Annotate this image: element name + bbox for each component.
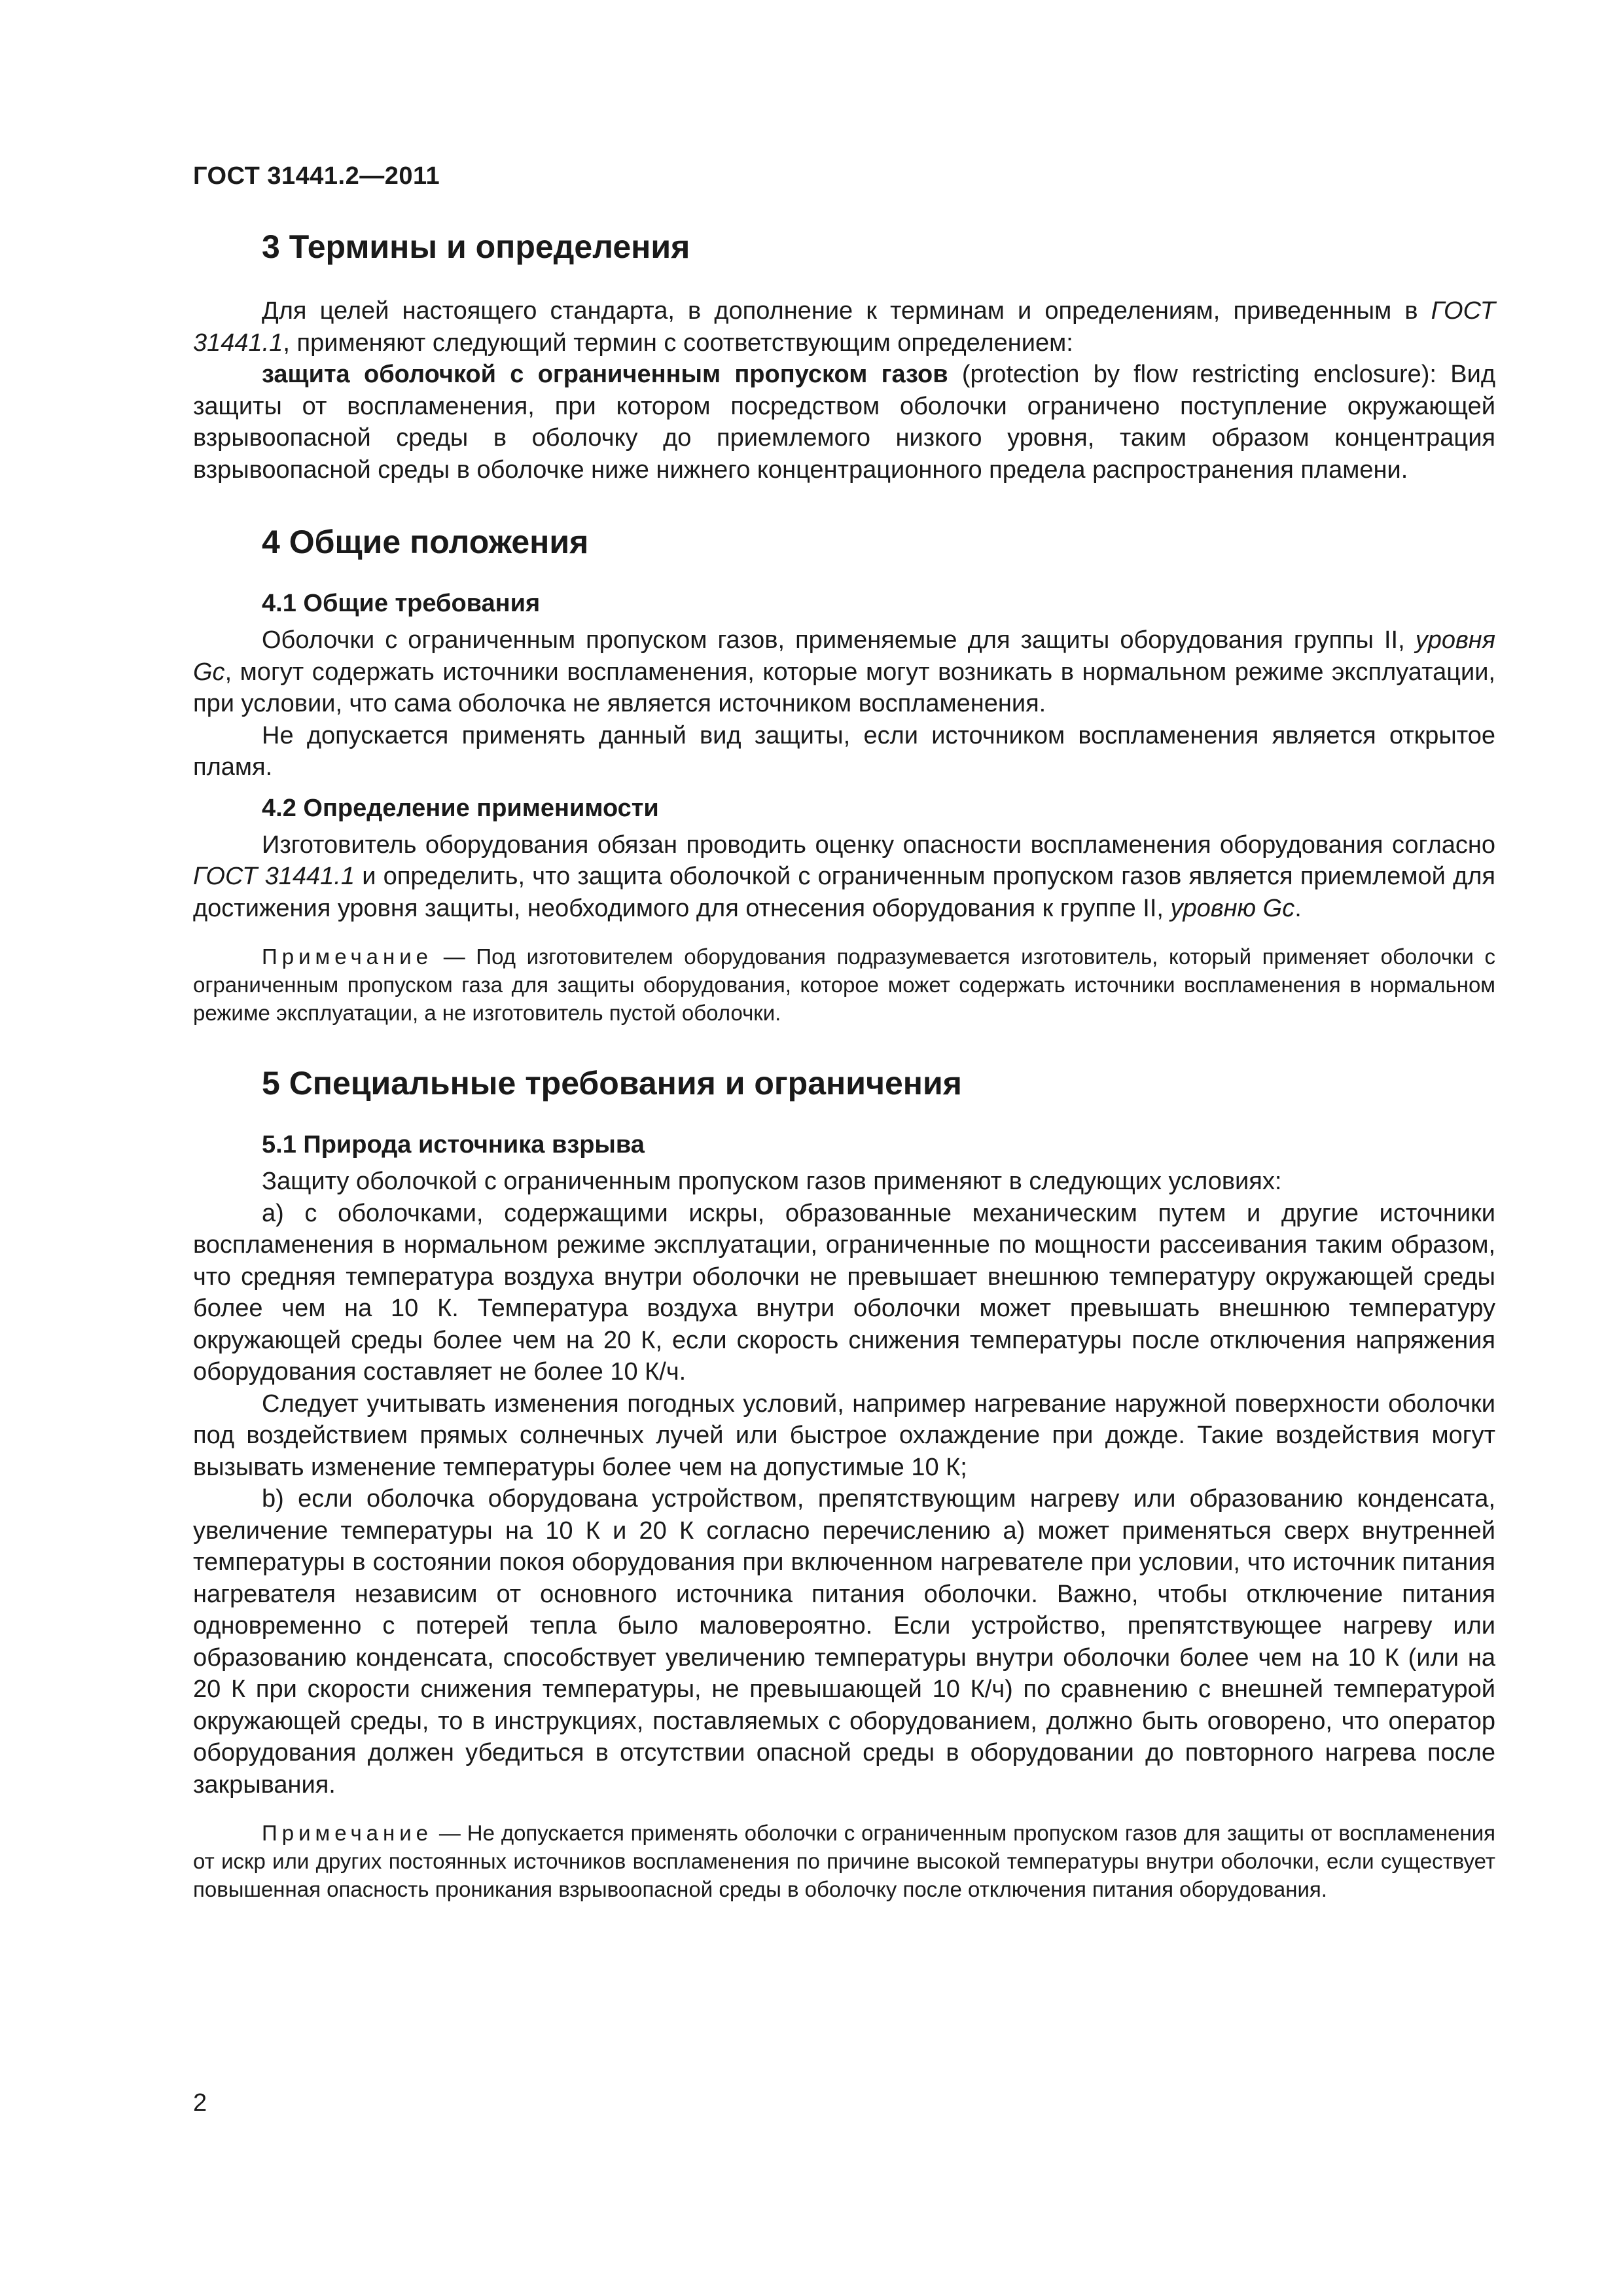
subsection-5-1-heading: 5.1 Природа источника взрыва <box>262 1131 645 1158</box>
list-item-a: a) с оболочками, содержащими искры, образованные механическим путем и другие источники воспламенения в нормальном режиме эксплуатации, ограниченные по мощности рассеивания таким образом, что средняя температура воздуха внутри оболочки не превышает внешнюю температуру окружающей среды более чем на 10 К. Температура воздуха внутри оболочки может превышать внешнюю температуру окружающей среды более чем на 20 К, если скорость снижения температуры после отключения напряжения оборудования составляет не более 10 К/ч. <box>193 1199 1495 1386</box>
term-definition <box>193 359 1495 486</box>
standard-reference: ГОСТ 31441.1 <box>193 863 355 890</box>
term-definition-text: (protection by flow restricting enclosure): Вид защиты от воспламенения, при котором посредством оболочки ограничено поступление окружающей взрывоопасной среды в оболочку до приемлемого низкого уровня, таким образом концентрация взрывоопасной среды в оболочке ниже нижнего концентрационного предела распространения пламени. <box>193 361 1495 484</box>
standard-reference: ГОСТ 31441.1 <box>193 297 1495 357</box>
list-item-b: b) если оболочка оборудована устройством, препятствующим нагреву или образованию конденсата, увеличение температуры на 10 К и 20 К согласно перечислению а) может применяться сверх внутренней температуры в состоянии покоя оборудования при включенном нагревателе при условии, что источник питания нагревателя независим от основного источника питания оболочки. Важно, чтобы отключение питания одновременно с потерей тепла было маловероятно. Если устройство, препятствующее нагреву или образованию конденсата, способствует увеличению температуры внутри оболочки более чем на 10 К (или на 20 К при скорости снижения температуры, не превышающей 10 К/ч) по сравнению с внешней температурой окружающей среды, то в инструкциях, поставляемых с оборудованием, должно быть оговорено, что оператор оборудования должен убедиться в отсутствии опасной среды в оборудовании до повторного нагрева после закрывания. <box>193 1485 1495 1799</box>
intro-text: Для целей настоящего стандарта, в дополнение к терминам и определениям, приведенным в <box>262 297 1431 325</box>
paragraph-text-end: , могут содержать источники воспламенения, которые могут возникать в нормальном режиме эксплуатации, при условии, что сама оболочка не является источником воспламенения. <box>193 658 1495 717</box>
section-5-heading: 5 Специальные требования и ограничения <box>262 1065 962 1102</box>
section-3-intro <box>193 295 1495 359</box>
document-body <box>193 226 1495 1903</box>
term: защита оболочкой с ограниченным пропуском газов <box>262 361 948 388</box>
subsection-4-1-heading: 4.1 Общие требования <box>262 590 541 617</box>
note-5-1 <box>193 1819 1495 1903</box>
document-code: ГОСТ 31441.2—2011 <box>193 162 440 190</box>
protection-level: уровню Gc <box>1170 894 1295 922</box>
paragraph-4-2 <box>193 829 1495 925</box>
paragraph-5-1-intro: Защиту оболочкой с ограниченным пропуском газов применяют в следующих условиях: <box>262 1168 1282 1195</box>
note-4-2 <box>193 942 1495 1027</box>
paragraph-text-mid: и определить, что защита оболочкой с ограниченным пропуском газов является приемлемой для достижения уровня защиты, необходимого для отнесения оборудования к группе II, <box>193 863 1495 922</box>
paragraph-4-1-2: Не допускается применять данный вид защиты, если источником воспламенения является открытое пламя. <box>193 721 1495 781</box>
page-number: 2 <box>193 2089 207 2117</box>
note-text: — Под изготовителем оборудования подразумевается изготовитель, который применяет оболочки с ограниченным пропуском газа для защиты оборудования, которое может содержать источники воспламенения в нормальном режиме эксплуатации, а не изготовитель пустой оболочки. <box>193 944 1495 1025</box>
intro-text-end: , применяют следующий термин с соответствующим определением: <box>283 329 1073 357</box>
protection-level: уровня Gc <box>193 626 1495 686</box>
section-3-heading: 3 Термины и определения <box>262 228 690 265</box>
paragraph-text-end: . <box>1294 894 1302 922</box>
subsection-4-2-heading: 4.2 Определение применимости <box>262 794 659 822</box>
paragraph-weather: Следует учитывать изменения погодных условий, например нагревание наружной поверхности оболочки под воздействием прямых солнечных лучей или быстрое охлаждение при дожде. Такие воздействия могут вызывать изменение температуры более чем на допустимые 10 К; <box>193 1390 1495 1481</box>
paragraph-4-1-1 <box>193 624 1495 720</box>
note-text: — Не допускается применять оболочки с ограниченным пропуском газов для защиты от воспламенения от искр или других постоянных источников воспламенения по причине высокой температуры внутри оболочки, если существует повышенная опасность проникания взрывоопасной среды в оболочку после отключения питания оборудования. <box>193 1821 1495 1901</box>
note-label: Примечание <box>262 944 433 969</box>
note-label: Примечание <box>262 1821 433 1845</box>
section-4-heading: 4 Общие положения <box>262 524 589 560</box>
paragraph-text: Оболочки с ограниченным пропуском газов, применяемые для защиты оборудования группы II, <box>262 626 1416 654</box>
paragraph-text: Изготовитель оборудования обязан проводить оценку опасности воспламенения оборудования согласно <box>262 831 1495 859</box>
